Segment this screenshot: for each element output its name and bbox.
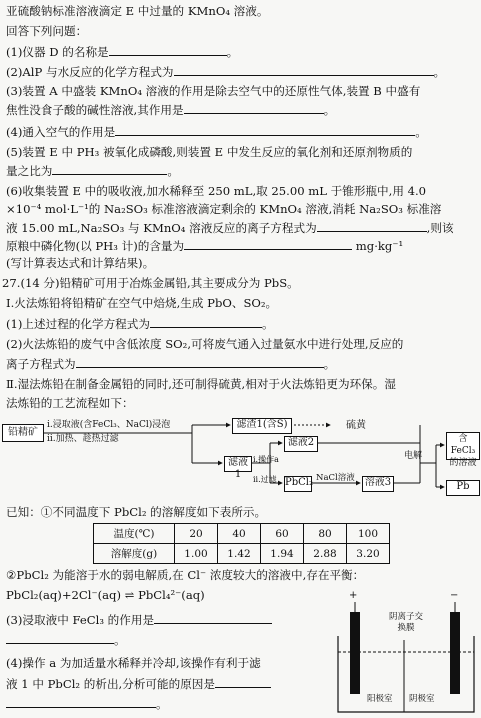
question-4-wet-a: (4)操作 a 为加适量水稀释并冷却,该操作有利于滤 [6, 656, 261, 670]
filtration-label: ii.过滤 [253, 475, 277, 484]
operation-a-label: i.操作a [253, 455, 279, 464]
step-2-label: ii.加热、趁热过滤 [47, 434, 119, 444]
text-line: 亚硫酸钠标准溶液滴定 E 中过量的 KMnO₄ 溶液。 [6, 4, 269, 18]
fecl3-output-box: 含FeCl₃的溶液 [446, 432, 480, 460]
negative-terminal-label: − [450, 590, 459, 601]
section-1: Ⅰ.火法炼铅将铅精矿在空气中焙烧,生成 PbO、SO₂。 [6, 296, 278, 310]
step-1-label: i.浸取液(含FeCl₃、NaCl)浸泡 [47, 420, 171, 430]
section-2b: 法炼铅的工艺流程如下： [6, 396, 134, 410]
question-6d: 原粮中磷化物(以 PH₃ 计)的含量为 mg·kg⁻¹ [6, 239, 404, 253]
question-6c: 液 15.00 mL,Na₂SO₃ 与 KMnO₄ 溶液反应的离子方程式为 ,则该 [6, 221, 454, 235]
section-1-q2a: (2)火法炼铅的废气中含低浓度 SO₂,可将废气通入过量氨水中进行处理,反应的 [6, 337, 404, 351]
anode-room-label: 阳极室 [367, 694, 393, 704]
question-3a: (3)装置 A 中盛装 KMnO₄ 溶液的作用是除去空气中的还原性气体,装置 B 中盛有 [6, 84, 421, 98]
cathode-room-label: 阴极室 [409, 694, 435, 704]
question-4-wet-b: 液 1 中 PbCl₂ 的析出,分析可能的原因是 [6, 676, 271, 691]
membrane-label: 阴离子交换膜 [388, 612, 423, 633]
table-cell: 1.00 [175, 544, 218, 564]
section-2a: Ⅱ.湿法炼铅在制备金属铅的同时,还可制得硫黄,相对于火法炼铅更为环保。湿 [6, 377, 396, 391]
equilibrium-note: ②PbCl₂ 为能溶于水的弱电解质,在 Cl⁻ 浓度较大的溶液中,存在平衡： [6, 568, 365, 582]
question-6e: (写计算表达式和计算结果)。 [6, 256, 155, 270]
sulfur-label: 硫黄 [346, 420, 366, 431]
question-3b: 焦性没食子酸的碱性溶液,其作用是 。 [6, 103, 336, 117]
table-row [94, 524, 390, 544]
pbcl2-box: PbCl₂ [284, 476, 312, 492]
blank-line: 。 [6, 696, 168, 711]
ore-box: 铅精矿 [2, 424, 44, 442]
table-cell: 20 [175, 524, 218, 544]
question-1: (1)仪器 D 的名称是 。 [6, 45, 239, 59]
table-cell: 40 [218, 524, 261, 544]
question-5b: 量之比为 。 [6, 164, 179, 178]
question-4: (4)通入空气的作用是 。 [6, 125, 427, 139]
table-row [94, 544, 390, 564]
table-header-cell: 温度(℃) [94, 524, 175, 544]
question-3-wet: (3)浸取液中 FeCl₃ 的作用是 [6, 612, 272, 627]
question-5a: (5)装置 E 中 PH₃ 被氧化成磷酸,则装置 E 中发生反应的氧化剂和还原剂物质的 [6, 145, 413, 159]
text-line: 回答下列问题： [6, 24, 88, 38]
residue-1-box: 滤渣1(含S) [232, 418, 292, 434]
filtrate-1-box: 滤液1 [224, 456, 252, 472]
cell-drawing [334, 588, 480, 716]
table-cell: 60 [261, 524, 304, 544]
question-2: (2)AlP 与水反应的化学方程式为 。 [6, 65, 446, 79]
section-1-q1: (1)上述过程的化学方程式为 。 [6, 317, 274, 331]
nacl-solution-label: NaCl溶液 [316, 473, 355, 483]
electrolysis-label: 电解 [404, 451, 423, 461]
table-cell: 100 [347, 524, 390, 544]
known-info: 已知：①不同温度下 PbCl₂ 的溶解度如下表所示。 [6, 505, 267, 519]
problem-27-header: 27.(14 分)铅精矿可用于冶炼金属铅,其主要成分为 PbS。 [2, 276, 299, 290]
equilibrium-equation: PbCl₂(aq)+2Cl⁻(aq) ⇌ PbCl₄²⁻(aq) [6, 588, 205, 602]
table-cell: 3.20 [347, 544, 390, 564]
question-6b: ×10⁻⁴ mol·L⁻¹的 Na₂SO₃ 标准溶液滴定剩余的 KMnO₄ 溶液,消耗 Na₂SO₃ 标准溶 [6, 202, 442, 216]
blank-line: 。 [6, 632, 126, 647]
table-cell: 80 [304, 524, 347, 544]
lead-output-box: Pb [446, 480, 480, 496]
solution-3-box: 溶液3 [362, 476, 394, 492]
table-header-cell: 溶解度(g) [94, 544, 175, 564]
solubility-table [93, 523, 390, 564]
section-1-q2b: 离子方程式为 。 [6, 357, 336, 371]
positive-terminal-label: + [349, 590, 358, 601]
table-cell: 1.94 [261, 544, 304, 564]
question-6a: (6)收集装置 E 中的吸收液,加水稀释至 250 mL,取 25.00 mL 于锥形瓶中,用 4.0 [6, 184, 427, 198]
table-cell: 2.88 [304, 544, 347, 564]
filtrate-2-box: 滤液2 [284, 436, 318, 452]
table-cell: 1.42 [218, 544, 261, 564]
